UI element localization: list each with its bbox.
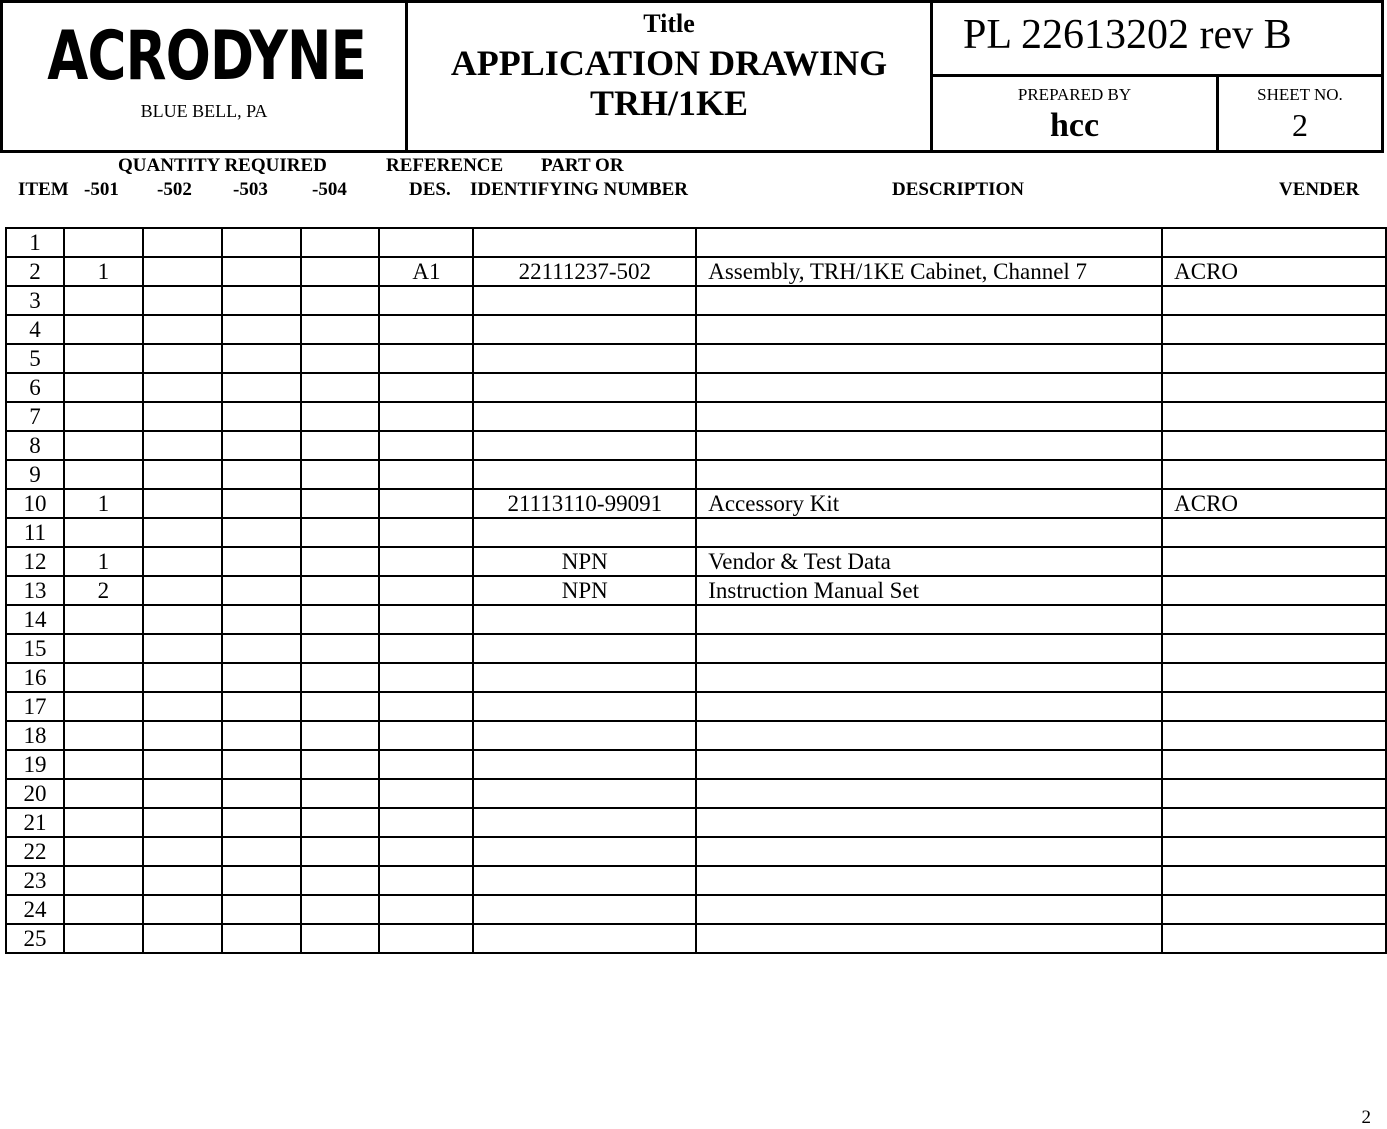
qty-502-cell (143, 344, 222, 373)
qty-502-cell (143, 431, 222, 460)
reference-designator-cell (379, 576, 473, 605)
parts-list-body (6, 228, 1386, 953)
description-cell (696, 692, 1162, 721)
part-number-cell (473, 692, 696, 721)
reference-designator-cell (379, 518, 473, 547)
part-list-number: PL 22613202 rev B (963, 12, 1292, 58)
vendor-cell (1162, 547, 1386, 576)
item-number-cell: 17 (6, 692, 64, 721)
sheet-number-cell (1219, 77, 1381, 150)
item-number-cell: 5 (6, 344, 64, 373)
table-row (6, 750, 1386, 779)
item-number-cell: 11 (6, 518, 64, 547)
item-number-cell: 1 (6, 228, 64, 257)
item-number-cell: 13 (6, 576, 64, 605)
qty-503-cell (222, 315, 301, 344)
item-number-cell: 15 (6, 634, 64, 663)
table-row (6, 663, 1386, 692)
qty-504-cell (301, 402, 380, 431)
item-number-cell: 12 (6, 547, 64, 576)
part-number-cell (473, 518, 696, 547)
qty-501-cell (64, 750, 143, 779)
qty-501-cell (64, 228, 143, 257)
part-number-cell (473, 634, 696, 663)
sheet-number-label: SHEET NO. (1257, 85, 1343, 104)
table-row (6, 924, 1386, 953)
qty-502-cell (143, 808, 222, 837)
item-number-cell: 2 (6, 257, 64, 286)
qty-504-cell (301, 460, 380, 489)
table-row (6, 837, 1386, 866)
qty-503-cell (222, 605, 301, 634)
part-list-number-cell (933, 3, 1381, 77)
table-row (6, 518, 1386, 547)
table-row (6, 315, 1386, 344)
part-number-cell (473, 228, 696, 257)
part-number-cell (473, 431, 696, 460)
page-number: 2 (1361, 1107, 1371, 1128)
vendor-cell (1162, 460, 1386, 489)
qty-501-cell (64, 605, 143, 634)
reference-designator-cell: A1 (379, 257, 473, 286)
vendor-cell (1162, 808, 1386, 837)
company-logo: ACRODYNE (47, 17, 367, 96)
vendor-cell (1162, 344, 1386, 373)
header-identifying-number: IDENTIFYING NUMBER (470, 179, 688, 200)
title-cell (408, 3, 933, 150)
item-number-cell: 9 (6, 460, 64, 489)
header-des: DES. (409, 179, 451, 200)
table-row (6, 895, 1386, 924)
title-label: Title (643, 9, 695, 38)
vendor-cell: ACRO (1162, 489, 1386, 518)
qty-501-cell (64, 431, 143, 460)
header-description: DESCRIPTION (892, 179, 1024, 200)
prepared-by-label: PREPARED BY (1017, 85, 1132, 104)
qty-501-cell (64, 460, 143, 489)
qty-502-cell (143, 286, 222, 315)
part-number-cell: 21113110-99091 (473, 489, 696, 518)
reference-designator-cell (379, 547, 473, 576)
part-number-cell (473, 460, 696, 489)
table-row (6, 489, 1386, 518)
reference-designator-cell (379, 373, 473, 402)
item-number-cell: 8 (6, 431, 64, 460)
qty-504-cell (301, 866, 380, 895)
table-row (6, 779, 1386, 808)
qty-503-cell (222, 576, 301, 605)
description-cell (696, 605, 1162, 634)
qty-502-cell (143, 373, 222, 402)
qty-504-cell (301, 721, 380, 750)
vendor-cell (1162, 779, 1386, 808)
table-row (6, 344, 1386, 373)
table-row (6, 605, 1386, 634)
vendor-cell (1162, 228, 1386, 257)
reference-designator-cell (379, 750, 473, 779)
reference-designator-cell (379, 431, 473, 460)
part-number-cell (473, 286, 696, 315)
reference-designator-cell (379, 489, 473, 518)
part-number-cell: 22111237-502 (473, 257, 696, 286)
item-number-cell: 18 (6, 721, 64, 750)
description-cell (696, 315, 1162, 344)
reference-designator-cell (379, 315, 473, 344)
reference-designator-cell (379, 402, 473, 431)
qty-504-cell (301, 547, 380, 576)
reference-designator-cell (379, 605, 473, 634)
vendor-cell (1162, 721, 1386, 750)
qty-504-cell (301, 692, 380, 721)
part-number-cell (473, 344, 696, 373)
reference-designator-cell (379, 663, 473, 692)
table-row (6, 692, 1386, 721)
part-number-cell: NPN (473, 547, 696, 576)
description-cell (696, 344, 1162, 373)
item-number-cell: 23 (6, 866, 64, 895)
qty-502-cell (143, 692, 222, 721)
part-number-cell (473, 663, 696, 692)
table-row (6, 808, 1386, 837)
qty-504-cell (301, 924, 380, 953)
qty-501-cell (64, 837, 143, 866)
item-number-cell: 16 (6, 663, 64, 692)
qty-502-cell (143, 924, 222, 953)
qty-501-cell (64, 344, 143, 373)
reference-designator-cell (379, 692, 473, 721)
qty-501-cell: 1 (64, 257, 143, 286)
qty-502-cell (143, 837, 222, 866)
table-row (6, 431, 1386, 460)
description-cell (696, 431, 1162, 460)
qty-503-cell (222, 634, 301, 663)
qty-504-cell (301, 257, 380, 286)
qty-504-cell (301, 228, 380, 257)
title-block (0, 0, 1384, 153)
vendor-cell (1162, 692, 1386, 721)
vendor-cell (1162, 924, 1386, 953)
drawing-title-line1: APPLICATION DRAWING (450, 43, 888, 83)
vendor-cell (1162, 402, 1386, 431)
company-logo-cell (3, 3, 408, 150)
header-item: ITEM (18, 179, 69, 200)
vendor-cell (1162, 750, 1386, 779)
qty-501-cell (64, 634, 143, 663)
table-row (6, 373, 1386, 402)
header-q503: -503 (233, 179, 268, 200)
prepared-by-cell (933, 77, 1219, 150)
qty-502-cell (143, 460, 222, 489)
qty-503-cell (222, 692, 301, 721)
reference-designator-cell (379, 779, 473, 808)
description-cell (696, 518, 1162, 547)
description-cell (696, 866, 1162, 895)
description-cell (696, 460, 1162, 489)
header-reference: REFERENCE (386, 155, 504, 176)
table-row (6, 634, 1386, 663)
qty-504-cell (301, 315, 380, 344)
part-number-cell (473, 402, 696, 431)
qty-504-cell (301, 779, 380, 808)
description-cell: Vendor & Test Data (696, 547, 1162, 576)
qty-501-cell (64, 663, 143, 692)
qty-504-cell (301, 518, 380, 547)
description-cell (696, 895, 1162, 924)
table-row (6, 547, 1386, 576)
qty-501-cell: 1 (64, 489, 143, 518)
reference-designator-cell (379, 228, 473, 257)
qty-503-cell (222, 866, 301, 895)
part-number-cell (473, 895, 696, 924)
part-number-cell (473, 315, 696, 344)
qty-502-cell (143, 605, 222, 634)
vendor-cell (1162, 895, 1386, 924)
item-number-cell: 24 (6, 895, 64, 924)
company-location: BLUE BELL, PA (140, 101, 268, 121)
qty-502-cell (143, 489, 222, 518)
qty-502-cell (143, 228, 222, 257)
item-number-cell: 19 (6, 750, 64, 779)
part-number-cell (473, 605, 696, 634)
qty-503-cell (222, 721, 301, 750)
qty-503-cell (222, 895, 301, 924)
description-cell (696, 750, 1162, 779)
qty-504-cell (301, 431, 380, 460)
qty-503-cell (222, 518, 301, 547)
qty-504-cell (301, 576, 380, 605)
item-number-cell: 6 (6, 373, 64, 402)
reference-designator-cell (379, 344, 473, 373)
qty-502-cell (143, 315, 222, 344)
sheet-number-value: 2 (1292, 107, 1308, 143)
qty-501-cell (64, 866, 143, 895)
qty-502-cell (143, 576, 222, 605)
qty-502-cell (143, 895, 222, 924)
reference-designator-cell (379, 866, 473, 895)
qty-501-cell (64, 402, 143, 431)
item-number-cell: 4 (6, 315, 64, 344)
description-cell (696, 634, 1162, 663)
description-cell (696, 779, 1162, 808)
table-row (6, 228, 1386, 257)
qty-501-cell (64, 721, 143, 750)
qty-502-cell (143, 402, 222, 431)
table-row (6, 286, 1386, 315)
part-number-cell (473, 721, 696, 750)
qty-502-cell (143, 721, 222, 750)
part-number-cell: NPN (473, 576, 696, 605)
vendor-cell (1162, 837, 1386, 866)
reference-designator-cell (379, 837, 473, 866)
vendor-cell (1162, 576, 1386, 605)
description-cell (696, 228, 1162, 257)
qty-503-cell (222, 779, 301, 808)
description-cell (696, 837, 1162, 866)
qty-502-cell (143, 750, 222, 779)
reference-designator-cell (379, 634, 473, 663)
vendor-cell (1162, 286, 1386, 315)
part-number-cell (473, 808, 696, 837)
item-number-cell: 21 (6, 808, 64, 837)
qty-503-cell (222, 750, 301, 779)
description-cell (696, 924, 1162, 953)
qty-501-cell (64, 779, 143, 808)
header-quantity-required: QUANTITY REQUIRED (118, 155, 327, 176)
qty-503-cell (222, 286, 301, 315)
vendor-cell (1162, 663, 1386, 692)
description-cell (696, 286, 1162, 315)
qty-503-cell (222, 460, 301, 489)
header-part-or: PART OR (541, 155, 624, 176)
qty-504-cell (301, 344, 380, 373)
qty-501-cell (64, 808, 143, 837)
qty-504-cell (301, 663, 380, 692)
qty-503-cell (222, 663, 301, 692)
qty-501-cell: 2 (64, 576, 143, 605)
table-row (6, 721, 1386, 750)
qty-503-cell (222, 373, 301, 402)
header-q504: -504 (312, 179, 347, 200)
part-number-cell (473, 924, 696, 953)
description-cell: Accessory Kit (696, 489, 1162, 518)
qty-504-cell (301, 286, 380, 315)
qty-504-cell (301, 837, 380, 866)
part-number-cell (473, 750, 696, 779)
vendor-cell (1162, 634, 1386, 663)
qty-502-cell (143, 779, 222, 808)
qty-504-cell (301, 373, 380, 402)
vendor-cell (1162, 315, 1386, 344)
qty-502-cell (143, 663, 222, 692)
item-number-cell: 25 (6, 924, 64, 953)
qty-503-cell (222, 489, 301, 518)
qty-504-cell (301, 634, 380, 663)
qty-503-cell (222, 402, 301, 431)
item-number-cell: 10 (6, 489, 64, 518)
vendor-cell: ACRO (1162, 257, 1386, 286)
description-cell (696, 663, 1162, 692)
prepared-by-value: hcc (1049, 107, 1100, 144)
table-row (6, 576, 1386, 605)
qty-503-cell (222, 228, 301, 257)
table-row (6, 866, 1386, 895)
qty-504-cell (301, 750, 380, 779)
qty-501-cell (64, 286, 143, 315)
item-number-cell: 14 (6, 605, 64, 634)
table-row (6, 402, 1386, 431)
qty-502-cell (143, 866, 222, 895)
table-row (6, 257, 1386, 286)
reference-designator-cell (379, 721, 473, 750)
qty-503-cell (222, 808, 301, 837)
reference-designator-cell (379, 895, 473, 924)
reference-designator-cell (379, 924, 473, 953)
qty-503-cell (222, 837, 301, 866)
qty-501-cell: 1 (64, 547, 143, 576)
qty-503-cell (222, 431, 301, 460)
item-number-cell: 22 (6, 837, 64, 866)
parts-list-table (5, 227, 1387, 954)
qty-503-cell (222, 257, 301, 286)
header-vender: VENDER (1279, 179, 1360, 200)
part-number-cell (473, 373, 696, 402)
reference-designator-cell (379, 286, 473, 315)
reference-designator-cell (379, 460, 473, 489)
qty-504-cell (301, 808, 380, 837)
description-cell (696, 721, 1162, 750)
part-number-cell (473, 866, 696, 895)
qty-504-cell (301, 605, 380, 634)
reference-designator-cell (379, 808, 473, 837)
qty-503-cell (222, 547, 301, 576)
drawing-title-line2: TRH/1KE (589, 83, 749, 123)
header-q501: -501 (84, 179, 119, 200)
vendor-cell (1162, 373, 1386, 402)
qty-501-cell (64, 518, 143, 547)
description-cell (696, 373, 1162, 402)
vendor-cell (1162, 518, 1386, 547)
vendor-cell (1162, 605, 1386, 634)
qty-502-cell (143, 547, 222, 576)
qty-503-cell (222, 344, 301, 373)
item-number-cell: 7 (6, 402, 64, 431)
drawing-title (408, 43, 930, 123)
vendor-cell (1162, 431, 1386, 460)
qty-504-cell (301, 895, 380, 924)
item-number-cell: 20 (6, 779, 64, 808)
qty-503-cell (222, 924, 301, 953)
qty-502-cell (143, 257, 222, 286)
table-row (6, 460, 1386, 489)
doc-info-cell (933, 3, 1381, 150)
qty-501-cell (64, 895, 143, 924)
vendor-cell (1162, 866, 1386, 895)
part-number-cell (473, 779, 696, 808)
description-cell (696, 402, 1162, 431)
header-q502: -502 (157, 179, 192, 200)
qty-501-cell (64, 315, 143, 344)
qty-502-cell (143, 518, 222, 547)
qty-504-cell (301, 489, 380, 518)
part-number-cell (473, 837, 696, 866)
description-cell: Instruction Manual Set (696, 576, 1162, 605)
qty-501-cell (64, 373, 143, 402)
qty-502-cell (143, 634, 222, 663)
item-number-cell: 3 (6, 286, 64, 315)
qty-501-cell (64, 924, 143, 953)
description-cell: Assembly, TRH/1KE Cabinet, Channel 7 (696, 257, 1162, 286)
description-cell (696, 808, 1162, 837)
qty-501-cell (64, 692, 143, 721)
